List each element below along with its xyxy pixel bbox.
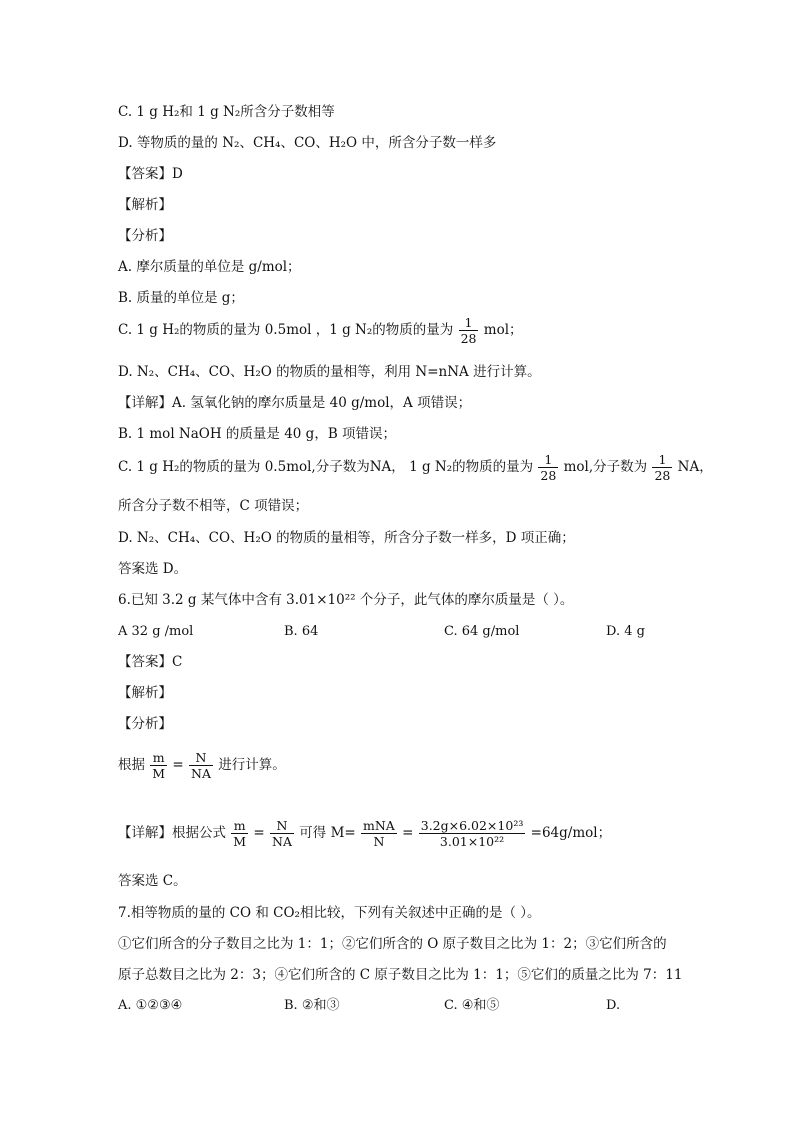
- fraction-m-M: $\frac{m}{M}$: [152, 750, 166, 781]
- q6-option-d: D. 4 g: [606, 624, 645, 639]
- detail-c-cont: 所含分子数不相等，C 项错误；: [118, 498, 309, 514]
- q7-option-c: C. ④和⑤: [444, 998, 500, 1013]
- question-7-statements-1: ①它们所含的分子数目之比为 1：1；②它们所含的 O 原子数目之比为 1：2；③它们所含的: [118, 936, 667, 952]
- detail-c: C. 1 g H₂的物质的量为 0.5mol,分子数为NA， 1 g N₂的物质的量为 $\frac{1}{28}$ mol,分子数为 $\frac{1}{28}$ NA，: [118, 452, 713, 483]
- jiexi-label: 【解析】: [118, 197, 172, 213]
- fraction-m-M-b: $\frac{m}{M}$: [233, 818, 247, 849]
- question-7-statements-2: 原子总数目之比为 2：3；④它们所含的 C 原子数目之比为 1：1；⑤它们的质量之比为 7：11: [118, 967, 683, 983]
- fraction-mNA-N: $\frac{\text{mNA}}{N}$: [363, 818, 395, 849]
- fraction-N-NA-b: $\frac{N}{NA}$: [272, 818, 292, 849]
- fraction-1-28-c: $\frac{1}{28}$: [654, 452, 671, 483]
- genju-formula: 根据 $\frac{m}{M}$ = $\frac{N}{NA}$ 进行计算。: [118, 750, 286, 781]
- detail-d: D. N₂、CH₄、CO、H₂O 的物质的量相等，所含分子数一样多，D 项正确；: [118, 530, 575, 546]
- analysis-a: A. 摩尔质量的单位是 g/mol；: [118, 259, 301, 275]
- detail-b: B. 1 mol NaOH 的质量是 40 g，B 项错误；: [118, 426, 397, 442]
- q6-option-b: B. 64: [284, 624, 319, 639]
- analysis-c: C. 1 g H₂的物质的量为 0.5mol ，1 g N₂的物质的量为 $\frac{1}{28}$ mol；: [118, 315, 523, 346]
- fraction-1-28: $\frac{1}{28}$: [460, 315, 477, 346]
- fraction-1-28-b: $\frac{1}{28}$: [540, 452, 557, 483]
- q6-option-c: C. 64 g/mol: [444, 624, 520, 639]
- fraction-N-NA: $\frac{N}{NA}$: [191, 750, 211, 781]
- fenxi-label-2: 【分析】: [118, 716, 172, 732]
- q7-option-d: D.: [606, 998, 621, 1013]
- analysis-b: B. 质量的单位是 g；: [118, 290, 244, 306]
- choose-answer-2: 答案选 C。: [118, 873, 187, 889]
- analysis-d: D. N₂、CH₄、CO、H₂O 的物质的量相等，利用 N=nNA 进行计算。: [118, 364, 541, 380]
- q7-option-b: B. ②和③: [284, 998, 340, 1013]
- answer-label: 【答案】D: [118, 166, 183, 182]
- option-d: D. 等物质的量的 N₂、CH₄、CO、H₂O 中，所含分子数一样多: [118, 135, 497, 151]
- detail-2: 【详解】根据公式 $\frac{m}{M}$ = $\frac{N}{NA}$ 可得 M= $\frac{\text{mNA}}{N}$ = $\frac{\text{3.2g×6.02×10²³}}{\text{3.01×10²²}}$ =64g/mol；: [118, 818, 612, 849]
- answer-label-2: 【答案】C: [118, 654, 183, 670]
- question-6: 6.已知 3.2 g 某气体中含有 3.01×10²² 个分子，此气体的摩尔质量是（ ）。: [118, 592, 574, 608]
- fraction-calc: $\frac{\text{3.2g×6.02×10²³}}{\text{3.01×10²²}}$: [420, 818, 524, 849]
- option-c: C. 1 g H₂和 1 g N₂所含分子数相等: [118, 104, 335, 120]
- q6-option-a: A 32 g /mol: [118, 624, 194, 639]
- question-7: 7.相等物质的量的 CO 和 CO₂相比较，下列有关叙述中正确的是（ ）。: [118, 905, 541, 921]
- fenxi-label: 【分析】: [118, 228, 172, 244]
- detail-a: 【详解】A. 氢氧化钠的摩尔质量是 40 g/mol，A 项错误；: [118, 395, 472, 411]
- choose-answer-1: 答案选 D。: [118, 561, 188, 577]
- jiexi-label-2: 【解析】: [118, 685, 172, 701]
- q7-option-a: A. ①②③④: [118, 998, 183, 1013]
